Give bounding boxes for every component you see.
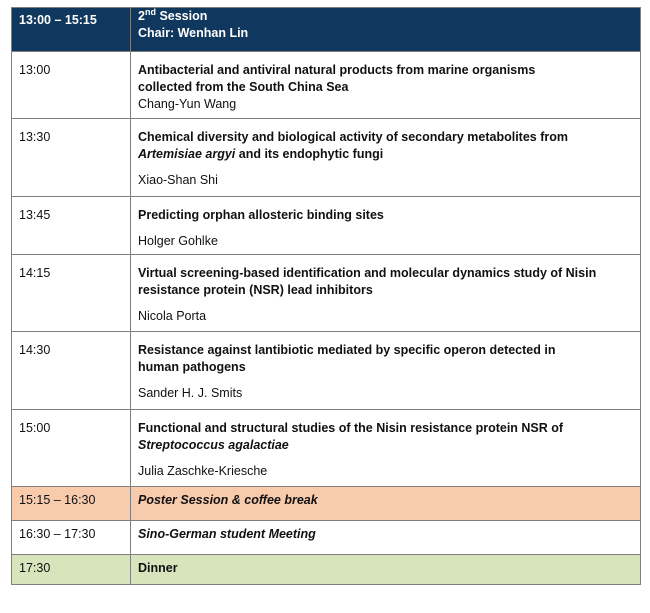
session-suffix: nd (144, 6, 156, 17)
talk-title-line: Resistance against lantibiotic mediated by specific operon detected in (138, 343, 556, 357)
talk-title (138, 129, 634, 163)
talk-row (12, 119, 641, 197)
talk-title-line (138, 437, 634, 454)
session-schedule-table (11, 7, 641, 585)
talk-time: 14:30 (12, 332, 131, 410)
talk-content (131, 332, 641, 410)
talk-speaker: Holger Gohlke (138, 234, 218, 248)
student-meeting-row (12, 521, 641, 555)
talk-content (131, 197, 641, 255)
talk-speaker: Sander H. J. Smits (138, 386, 243, 400)
dinner-row (12, 555, 641, 585)
talk-time: 13:30 (12, 119, 131, 197)
talk-title-line: human pathogens (138, 360, 246, 374)
talk-title-line: collected from the South China Sea (138, 80, 349, 94)
talk-time: 13:45 (12, 197, 131, 255)
talk-title-rest: and its endophytic fungi (235, 147, 384, 161)
talk-title-line (138, 146, 634, 163)
talk-row (12, 332, 641, 410)
talk-time: 13:00 (12, 52, 131, 119)
talk-content (131, 255, 641, 332)
talk-speaker: Chang-Yun Wang (138, 97, 237, 111)
talk-title (138, 265, 634, 299)
talk-row (12, 255, 641, 332)
poster-session-row (12, 487, 641, 521)
session-number: 2 (138, 9, 145, 23)
talk-content (131, 119, 641, 197)
talk-title-line: Antibacterial and antiviral natural products from marine organisms (138, 63, 536, 77)
meeting-label: Sino-German student Meeting (131, 521, 641, 555)
talk-row (12, 197, 641, 255)
talk-time: 14:15 (12, 255, 131, 332)
talk-title (138, 62, 634, 96)
talk-speaker: Xiao-Shan Shi (138, 173, 218, 187)
talk-row (12, 52, 641, 119)
talk-content (131, 410, 641, 487)
session-time: 13:00 – 15:15 (12, 8, 131, 52)
dinner-label: Dinner (131, 555, 641, 585)
poster-label: Poster Session & coffee break (131, 487, 641, 521)
species-name: Artemisiae argyi (138, 147, 236, 161)
session-header-row (12, 8, 641, 52)
session-info (131, 8, 641, 52)
meeting-time: 16:30 – 17:30 (12, 521, 131, 555)
talk-title (138, 342, 634, 376)
poster-time: 15:15 – 16:30 (12, 487, 131, 521)
talk-time: 15:00 (12, 410, 131, 487)
species-name: Streptococcus agalactiae (138, 438, 289, 452)
talk-title-line: Chemical diversity and biological activity of secondary metabolites from (138, 130, 568, 144)
session-title (138, 8, 634, 25)
talk-content (131, 52, 641, 119)
talk-title-line: Predicting orphan allosteric binding sites (138, 208, 384, 222)
talk-title-line: Functional and structural studies of the Nisin resistance protein NSR of (138, 421, 564, 435)
talk-row (12, 410, 641, 487)
talk-title-line: Virtual screening-based identification and molecular dynamics study of Nisin (138, 266, 597, 280)
talk-title (138, 420, 634, 454)
talk-speaker: Julia Zaschke-Kriesche (138, 464, 268, 478)
talk-speaker: Nicola Porta (138, 309, 207, 323)
dinner-time: 17:30 (12, 555, 131, 585)
talk-title (138, 207, 634, 224)
session-word: Session (159, 9, 208, 23)
talk-title-line: resistance protein (NSR) lead inhibitors (138, 283, 373, 297)
session-chair: Chair: Wenhan Lin (138, 26, 249, 40)
